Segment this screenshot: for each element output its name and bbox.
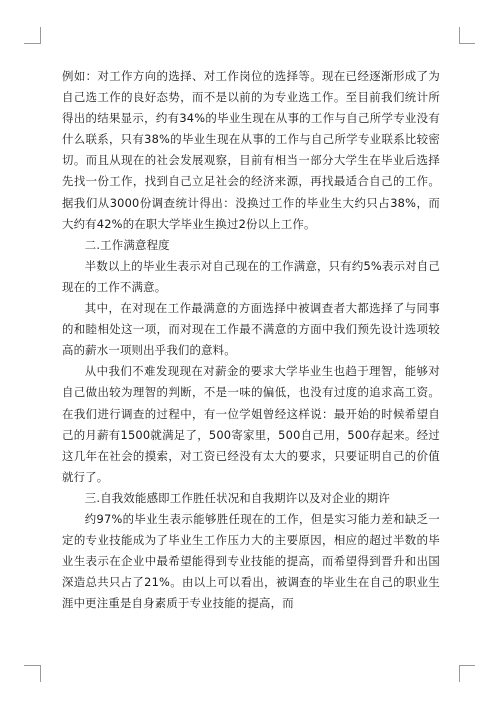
- paragraph-2: 半数以上的毕业生表示对自己现在的工作满意，只有约5%表示对自己现在的工作不满意。: [62, 258, 440, 294]
- crop-mark-top-right-v: [459, 27, 460, 44]
- paragraph-3: 其中，在对现在工作最满意的方面选择中被调查者大都选择了与同事的和睦相处这一项，而对现在工作最不满意的方面中我们预先设计选项较高的薪水一项则出乎我们的意料。: [62, 301, 440, 358]
- crop-mark-bottom-right-h: [459, 665, 475, 666]
- heading-job-satisfaction: 二.工作满意程度: [84, 237, 170, 252]
- crop-mark-bottom-left-h: [24, 665, 40, 666]
- heading-self-efficacy: 三.自我效能感即工作胜任状况和自我期许以及对企业的期许: [84, 490, 390, 505]
- crop-mark-bottom-right-v: [459, 665, 460, 682]
- paragraph-1: 例如：对工作方向的选择、对工作岗位的选择等。现在已经逐渐形成了为自己选工作的良好态势，而不是以前的为专业选工作。至目前我们统计所得出的结果显示，约有34%的毕业生现在从事的工作与自己所学专业没有什么联系，只有38%的毕业生现在从事的工作与自己所学专业联系比较密切。而且从现在的社会发展观察，目前有相当一部分大学生在毕业后选择先找一份工作，找到自己立足社会的经济来源，再找最适合自己的工作。据我们从3000份调查统计得出：没换过工作的毕业生大约只占38%，而大约有42%的在职大学毕业生换过2份以上工作。: [62, 69, 440, 231]
- paragraph-5: 约97%的毕业生表示能够胜任现在的工作，但是实习能力差和缺乏一定的专业技能成为了毕业生工作压力大的主要原因，相应的超过半数的毕业生表示在企业中最希望能得到专业技能的提高，而希望得到晋升和出国深造总共只占了21%。由以上可以看出，被调查的毕业生在自己的职业生涯中更注重是自身素质于专业技能的提高，而: [62, 511, 440, 611]
- paragraph-4: 从中我们不难发现现在对薪金的要求大学毕业生也趋于理智，能够对自己做出较为理智的判断，不是一味的偏低，也没有过度的追求高工资。在我们进行调查的过程中，有一位学姐曾经这样说：最开始的时候希望自己的月薪有1500就满足了，500寄家里，500自己用，500存起来。经过这几年在社会的摸索，对工资已经没有太大的要求，只要证明自己的价值就行了。: [62, 364, 440, 484]
- document-body: [62, 66, 440, 614]
- crop-mark-top-left-v: [40, 27, 41, 44]
- crop-mark-bottom-left-v: [40, 665, 41, 682]
- crop-mark-top-left-h: [24, 43, 40, 44]
- crop-mark-top-right-h: [459, 43, 475, 44]
